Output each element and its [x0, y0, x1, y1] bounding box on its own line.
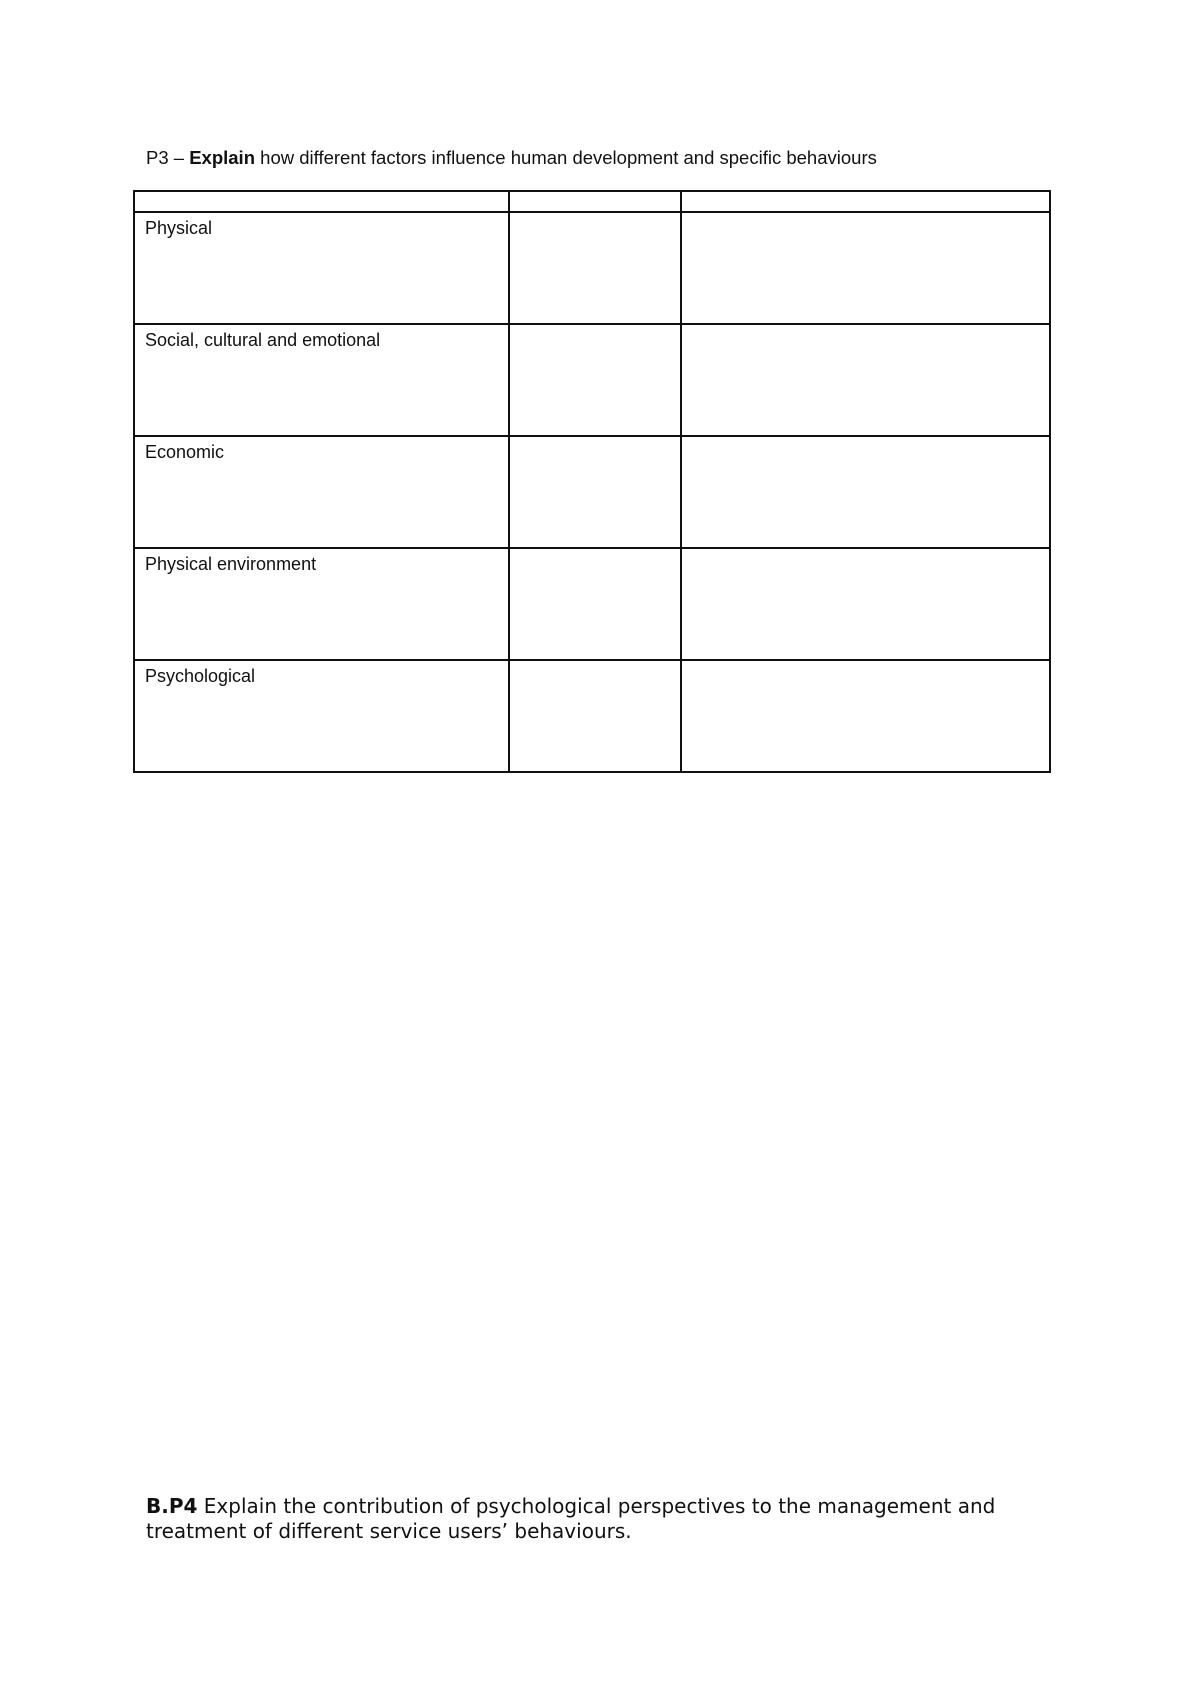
answer-cell[interactable]	[681, 548, 1050, 660]
question-text: Explain the contribution of psychological perspectives to the management and treatment of different service users’ behaviours.	[146, 1494, 996, 1543]
answer-cell[interactable]	[681, 324, 1050, 436]
table-row-physical-environment	[134, 548, 1050, 660]
header-cell-2	[509, 191, 681, 212]
task-heading	[146, 146, 877, 170]
header-cell-1	[134, 191, 509, 212]
answer-cell[interactable]	[509, 548, 681, 660]
answer-cell[interactable]	[509, 324, 681, 436]
factor-label: Social, cultural and emotional	[134, 324, 509, 436]
factors-table	[133, 190, 1051, 773]
task-heading-text: how different factors influence human development and specific behaviours	[255, 147, 877, 168]
answer-cell[interactable]	[681, 660, 1050, 772]
task-heading-command-word: Explain	[189, 147, 256, 168]
answer-cell[interactable]	[509, 660, 681, 772]
answer-cell[interactable]	[509, 436, 681, 548]
factor-label: Psychological	[134, 660, 509, 772]
answer-cell[interactable]	[681, 436, 1050, 548]
table-row-economic	[134, 436, 1050, 548]
table-header-row	[134, 191, 1050, 212]
factor-label: Physical	[134, 212, 509, 324]
factor-label: Economic	[134, 436, 509, 548]
header-cell-3	[681, 191, 1050, 212]
task-heading-prefix: P3 –	[146, 147, 190, 168]
answer-cell[interactable]	[509, 212, 681, 324]
question-code: B.P4	[146, 1494, 198, 1518]
question-bp4	[146, 1494, 1066, 1544]
factor-label: Physical environment	[134, 548, 509, 660]
answer-cell[interactable]	[681, 212, 1050, 324]
table-row-physical	[134, 212, 1050, 324]
table-row-social	[134, 324, 1050, 436]
table-row-psychological	[134, 660, 1050, 772]
